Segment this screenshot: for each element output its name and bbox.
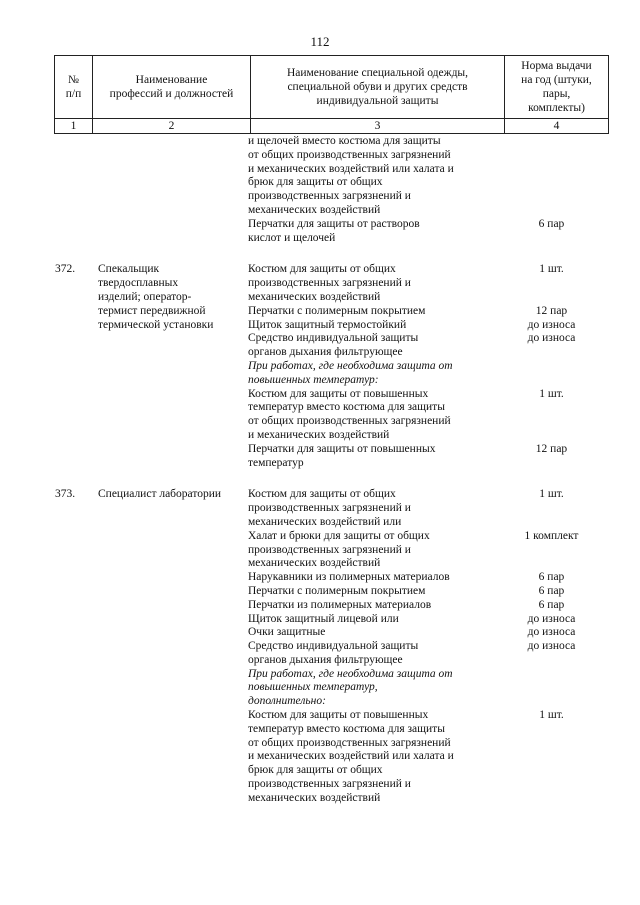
list-item [248,443,610,471]
column-number-1: 1 [55,119,93,134]
list-item [248,668,610,709]
item-text: Костюм для защиты от повышенных температур вместо костюма для защиты от общих производственных загрязнений и механических воздействий [248,387,451,441]
entry-number: 373. [55,488,76,501]
item-text: Халат и брюки для защиты от общих производственных загрязнений и механических воздействий [248,529,430,570]
item-text: Щиток защитный термостойкий [248,318,407,331]
list-item [248,218,610,246]
list-item [248,571,610,585]
item-text: Костюм для защиты от повышенных температур вместо костюма для защиты от общих производственных загрязнений и механических воздействий или халата и брюк для защиты от общих производственных загрязнений и механических воздействий [248,709,454,804]
item-text: Перчатки из полимерных материалов [248,598,432,611]
list-item [248,530,610,571]
entry-372 [55,263,610,470]
header-norm-label: Норма выдачи на год (штуки, пары, комплекты) [521,60,592,114]
item-text: Перчатки для защиты от растворов кислот и щелочей [248,217,420,244]
entry-items [248,488,610,805]
item-condition-text: При работах, где необходима защита от повышенных температур: [248,359,453,386]
column-number-3: 3 [251,119,505,134]
header-equipment-cell [251,56,505,119]
item-text: Перчатки с полимерным покрытием [248,304,426,317]
entry-profession [98,135,248,245]
entry-number [55,135,98,245]
item-norm [493,668,610,709]
item-norm: до износа [527,332,576,345]
item-norm: до износа [527,640,576,653]
item-text: Средство индивидуальной защиты органов дыхания фильтрующее [248,640,419,666]
list-item [248,488,610,529]
column-number-2: 2 [93,119,251,134]
item-norm [493,360,610,388]
item-condition-text: При работах, где необходима защита от повышенных температур, дополнительно: [248,667,453,708]
list-item [248,319,610,333]
list-item [248,599,610,613]
item-norm: до износа [527,626,576,639]
item-norm: 12 пар [535,442,568,455]
list-item [248,640,610,668]
header-number-label: № п/п [65,74,82,100]
list-item [248,613,610,627]
item-text: Перчатки с полимерным покрытием [248,584,426,597]
item-norm: 1 шт. [539,263,564,276]
entry-number: 372. [55,263,76,276]
item-norm: до износа [527,318,576,331]
continuation-entry [55,135,610,245]
entry-items [248,263,610,470]
header-profession-label: Наименование профессий и должностей [109,74,234,100]
item-norm: 6 пар [538,571,565,584]
item-text: Нарукавники из полимерных материалов [248,571,450,584]
table-body [55,135,610,806]
item-text: Очки защитные [248,626,326,639]
entry-profession: Спекальщик твердосплавных изделий; оператор- термист передвижной термической установки [98,263,214,331]
item-text: Костюм для защиты от общих производственных загрязнений и механических воздействий или [248,488,411,528]
header-norm-cell [505,56,609,119]
header-number-cell [55,56,93,119]
item-norm: 6 пар [538,598,565,611]
header-profession-cell [93,56,251,119]
list-item [248,305,610,319]
header-equipment-label: Наименование специальной одежды, специальной обуви и других средств индивидуальной защиты [286,67,469,107]
list-item [248,388,610,443]
item-norm: 6 пар [538,217,565,230]
list-item [248,135,610,218]
item-text: Перчатки для защиты от повышенных температур [248,442,436,469]
list-item [248,626,610,640]
item-text: Костюм для защиты от общих производственных загрязнений и механических воздействий [248,263,411,303]
list-item [248,585,610,599]
item-text: и щелочей вместо костюма для защиты от общих производственных загрязнений и механических воздействий или халата и брюк для защиты от общих производственных загрязнений и механических воздействий [248,135,454,216]
page-number: 112 [310,34,330,49]
list-item [248,709,610,806]
item-norm: 1 комплект [524,529,579,542]
item-norm: до износа [527,612,576,625]
item-norm: 1 шт. [539,387,564,400]
item-norm: 1 шт. [539,709,564,722]
item-text: Средство индивидуальной защиты органов дыхания фильтрующее [248,332,419,359]
item-norm: 6 пар [538,584,565,597]
item-norm: 1 шт. [539,488,564,501]
entry-373 [55,488,610,805]
entry-items [248,135,610,245]
item-norm: 12 пар [535,304,568,317]
list-item [248,263,610,304]
entry-profession: Специалист лаборатории [98,488,222,501]
item-norm [493,135,610,218]
column-number-4: 4 [505,119,609,134]
item-text: Щиток защитный лицевой или [248,612,399,625]
list-item [248,360,610,388]
list-item [248,332,610,360]
table-header [54,55,609,134]
